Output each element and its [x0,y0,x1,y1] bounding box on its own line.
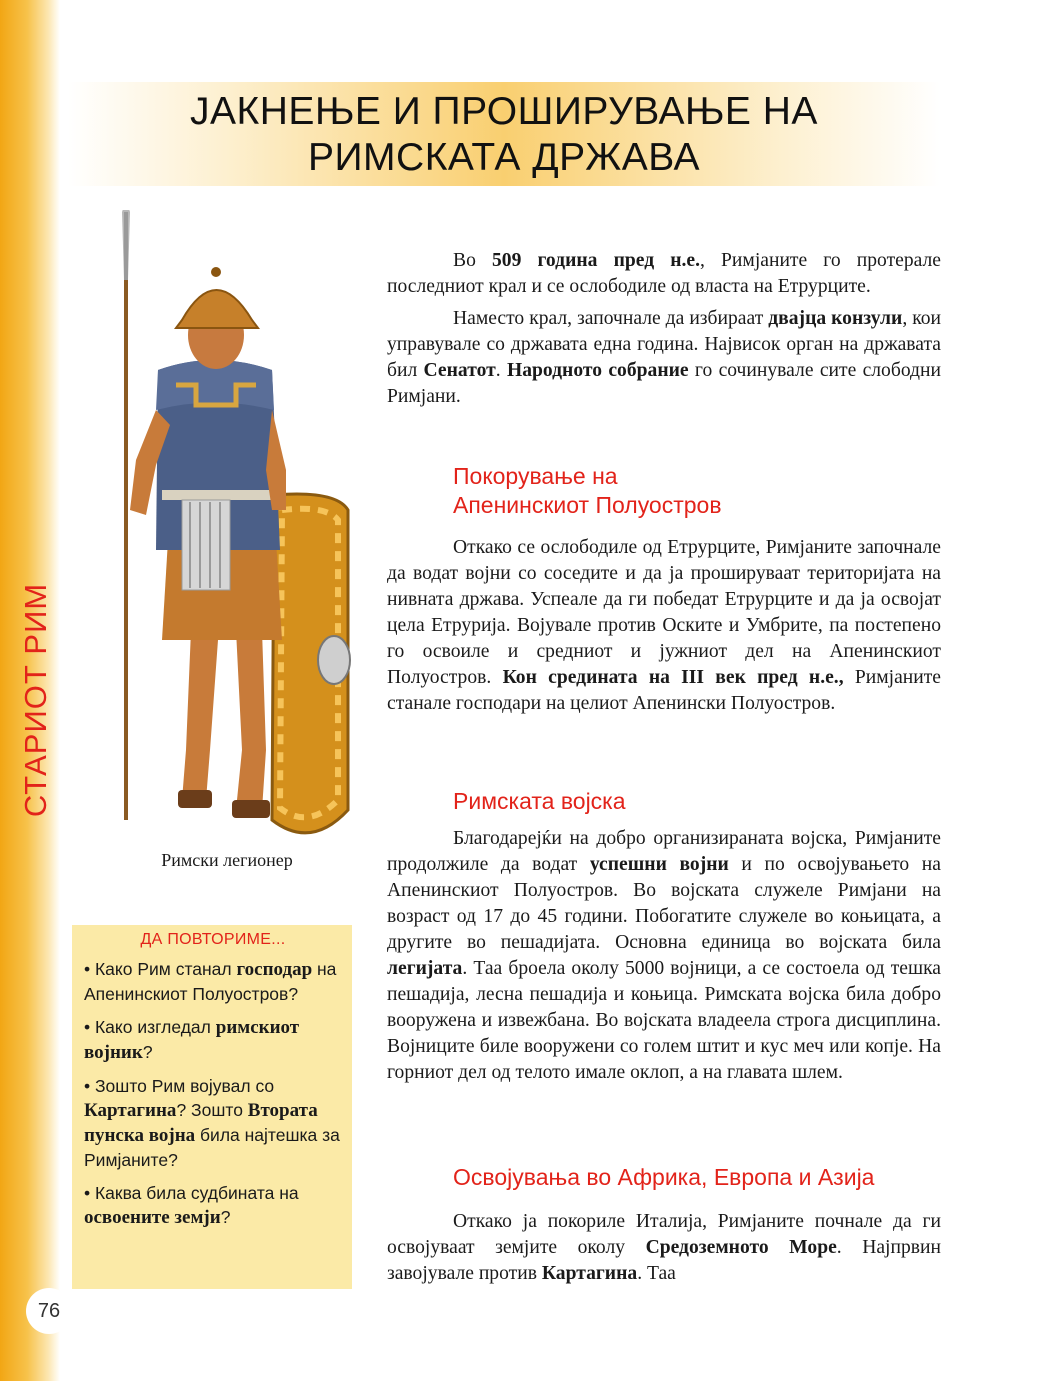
intro-paragraph-1: Во 509 година пред н.е., Римјаните го протерале последниот крал и се ослободиле од власта на Етрурците. [387,250,941,297]
chapter-side-title [14,570,58,830]
section-expansion-paragraph: Откако ја покориле Италија, Римјаните почнале да ги освојуваат земјите околу Средоземното Море. Најпрвин завојувале против Картагина. Таа [387,1211,941,1284]
page-title-line1: ЈАКНЕЊЕ И ПРОШИРУВАЊЕ НА [190,90,818,133]
section-expansion-text [387,1209,941,1287]
title-banner [68,82,940,186]
chapter-side-title-text: СТАРИОТ РИМ [18,582,53,818]
roman-legionary-illustration [86,210,368,850]
section-conquest-paragraph: Откако се ослободиле од Етрурците, Римјаните започнале да водат војни со соседите и да ја прошируваат територијата на нивната држава. Успеале да ги победат Етрурците и да ја освојат цела Етрурија. Војувале против Оските и Умбрите, па постепено го освоиле и средниот и јужниот дел на Апенинскиот Полуостров. Кон средината на III век пред н.е., Римјаните станале господари на целиот Апенински Полуостров. [387,537,941,714]
section-conquest-text [387,535,941,717]
figure-caption: Римски легионер [161,850,293,870]
section-heading-army: Римската војска [453,788,626,814]
intro-paragraph-2: Наместо крал, започнале да избираат двајца конзули, кои управувале со државата една година. Највисок орган на државата бил Сенатот. Народното собрание го сочинувале сите слободни Римјани. [387,308,942,407]
review-question-3: • Зошто Рим војувал со Картагина? Зошто Втората пунска војна била најтешка за Римјаните? [84,1076,340,1170]
page-title [68,89,940,181]
section-army-text [387,826,941,1086]
section-army-paragraph: Благодарејќи на добро организираната војска, Римјаните продолжиле да водат успешни војни и по освојувањето на Апенинскиот Полуостров. Во војската служеле Римјани на возраст од 17 до 45 години. Побогатите служеле во коњицата, а другите во пешадијата. Основна единица во војската била легијата. Таа броела околу 5000 војници, а се состоела од тешка пешадија, лесна пешадија и коњица. Римската војска била добро вооружена и извежбана. Во војската владеела строга дисциплина. Војниците биле вооружени со голем штит и кус меч или копје. На горниот дел од телото имале оклоп, а на главата шлем. [387,828,941,1083]
review-question-4: • Каква била судбината на освоените земји? [84,1183,299,1228]
review-question-1: • Како Рим станал господар на Апенинскиот Полуостров? [84,959,337,1004]
review-heading: ДА ПОВТОРИМЕ... [140,931,286,948]
intro-text [387,248,941,410]
page-number: 76 [26,1288,72,1334]
section-heading-conquest: Покорување на Апенинскиот Полуостров [453,463,722,518]
review-box [72,925,352,1289]
section-heading-expansion: Освојувања во Африка, Европа и Азија [453,1164,875,1190]
page-title-line2: РИМСКАТА ДРЖАВА [308,136,700,179]
review-question-2: • Како изгледал римскиот војник? [84,1017,300,1063]
